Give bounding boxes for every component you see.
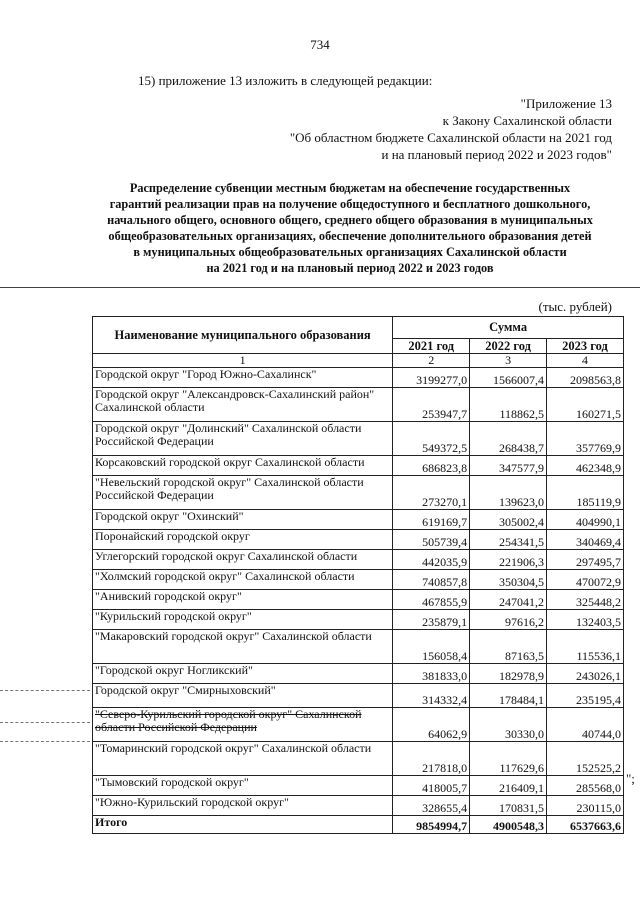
value-2022: 117629,6 (470, 742, 547, 776)
column-header-2022: 2022 год (470, 339, 547, 354)
value-2022: 305002,4 (470, 510, 547, 530)
value-2023: 235195,4 (547, 684, 624, 708)
value-2022: 1566007,4 (470, 368, 547, 388)
municipality-name: Городской округ "Охинский" (93, 510, 393, 530)
value-2022: 30330,0 (470, 708, 547, 742)
municipality-name: "Южно-Курильский городской округ" (93, 796, 393, 816)
column-header-sum: Сумма (393, 317, 624, 339)
value-2023: 404990,1 (547, 510, 624, 530)
table-row (93, 388, 624, 422)
value-2021: 442035,9 (393, 550, 470, 570)
value-2023: 325448,2 (547, 590, 624, 610)
total-2021: 9854994,7 (393, 816, 470, 834)
value-2021: 217818,0 (393, 742, 470, 776)
units-label: (тыс. рублей) (538, 299, 612, 314)
heading-line: общеобразовательных организациях, обеспечение дополнительного образования детей (108, 229, 592, 243)
heading-line: гарантий реализации прав на получение общедоступного и бесплатного дошкольного, (109, 197, 591, 211)
appendix-line: и на плановый период 2022 и 2023 годов" (381, 147, 612, 162)
value-2021: 156058,4 (393, 630, 470, 664)
municipality-name: Городской округ "Смирныховский" (93, 684, 393, 708)
value-2022: 247041,2 (470, 590, 547, 610)
value-2022: 87163,5 (470, 630, 547, 664)
value-2023: 357769,9 (547, 422, 624, 456)
column-index: 4 (547, 354, 624, 368)
total-2023: 6537663,6 (547, 816, 624, 834)
value-2021: 381833,0 (393, 664, 470, 684)
value-2022: 97616,2 (470, 610, 547, 630)
value-2022: 178484,1 (470, 684, 547, 708)
value-2023: 2098563,8 (547, 368, 624, 388)
intro-text: 15) приложение 13 изложить в следующей редакции: (138, 73, 433, 88)
municipality-name: "Городской округ Ногликский" (93, 664, 393, 684)
value-2021: 314332,4 (393, 684, 470, 708)
appendix-block (192, 95, 612, 163)
appendix-line: к Закону Сахалинской области (442, 113, 612, 128)
municipality-name: "Невельский городской округ" Сахалинской области Российской Федерации (93, 476, 393, 510)
value-2021: 686823,8 (393, 456, 470, 476)
municipality-name: "Тымовский городской округ" (93, 776, 393, 796)
document-heading (70, 180, 630, 276)
column-header-2021: 2021 год (393, 339, 470, 354)
table-row (93, 684, 624, 708)
value-2021: 418005,7 (393, 776, 470, 796)
column-header-name: Наименование муниципального образования (93, 317, 393, 354)
value-2023: 230115,0 (547, 796, 624, 816)
column-header-2023: 2023 год (547, 339, 624, 354)
value-2023: 185119,9 (547, 476, 624, 510)
appendix-line: "Приложение 13 (520, 96, 612, 111)
value-2023: 340469,4 (547, 530, 624, 550)
value-2023: 243026,1 (547, 664, 624, 684)
scan-artifact-line (0, 741, 90, 742)
municipality-name: Городской округ "Город Южно-Сахалинск" (93, 368, 393, 388)
heading-line: начального общего, основного общего, среднего общего образования в муниципальных (107, 213, 593, 227)
table-row (93, 550, 624, 570)
value-2022: 118862,5 (470, 388, 547, 422)
value-2021: 64062,9 (393, 708, 470, 742)
value-2023: 297495,7 (547, 550, 624, 570)
table-row (93, 368, 624, 388)
value-2023: 470072,9 (547, 570, 624, 590)
municipality-name: Городской округ "Александровск-Сахалинский район" Сахалинской области (93, 388, 393, 422)
heading-line: Распределение субвенции местным бюджетам на обеспечение государственных (129, 181, 571, 195)
value-2022: 350304,5 (470, 570, 547, 590)
value-2022: 268438,7 (470, 422, 547, 456)
value-2022: 216409,1 (470, 776, 547, 796)
subvention-table (92, 316, 624, 834)
table-row (93, 630, 624, 664)
municipality-name: "Курильский городской округ" (93, 610, 393, 630)
value-2023: 462348,9 (547, 456, 624, 476)
table-row (93, 530, 624, 550)
table-row (93, 456, 624, 476)
municipality-name: Городской округ "Долинский" Сахалинской области Российской Федерации (93, 422, 393, 456)
value-2021: 740857,8 (393, 570, 470, 590)
total-label: Итого (93, 816, 393, 834)
municipality-name: "Северо-Курильский городской округ" Сахалинской области Российской Федерации (93, 708, 393, 742)
value-2021: 235879,1 (393, 610, 470, 630)
table-row (93, 796, 624, 816)
value-2023: 285568,0 (547, 776, 624, 796)
table-row (93, 776, 624, 796)
value-2022: 182978,9 (470, 664, 547, 684)
value-2023: 40744,0 (547, 708, 624, 742)
value-2022: 139623,0 (470, 476, 547, 510)
appendix-line: "Об областном бюджете Сахалинской области на 2021 год (289, 130, 612, 145)
value-2021: 273270,1 (393, 476, 470, 510)
total-row (93, 816, 624, 834)
value-2021: 549372,5 (393, 422, 470, 456)
table-row (93, 664, 624, 684)
municipality-name: Поронайский городской округ (93, 530, 393, 550)
scan-artifact-line (0, 690, 90, 691)
column-index: 3 (470, 354, 547, 368)
municipality-name: "Холмский городской округ" Сахалинской области (93, 570, 393, 590)
table-row (93, 610, 624, 630)
value-2021: 3199277,0 (393, 368, 470, 388)
value-2022: 254341,5 (470, 530, 547, 550)
value-2021: 619169,7 (393, 510, 470, 530)
table-row (93, 422, 624, 456)
value-2021: 467855,9 (393, 590, 470, 610)
municipality-name: "Томаринский городской округ" Сахалинской области (93, 742, 393, 776)
scan-artifact-line (0, 722, 90, 723)
municipality-name: Корсаковский городской округ Сахалинской области (93, 456, 393, 476)
heading-line: в муниципальных общеобразовательных организациях Сахалинской области (133, 245, 567, 259)
separator-rule (0, 287, 640, 288)
table-row (93, 708, 624, 742)
value-2022: 170831,5 (470, 796, 547, 816)
column-index: 2 (393, 354, 470, 368)
table-row (93, 476, 624, 510)
value-2023: 115536,1 (547, 630, 624, 664)
municipality-name: "Анивский городской округ" (93, 590, 393, 610)
closing-quote: "; (626, 771, 635, 786)
municipality-name: "Макаровский городской округ" Сахалинской области (93, 630, 393, 664)
table-row (93, 510, 624, 530)
value-2021: 328655,4 (393, 796, 470, 816)
municipality-name: Углегорский городской округ Сахалинской области (93, 550, 393, 570)
table-row (93, 590, 624, 610)
table-row (93, 742, 624, 776)
value-2023: 160271,5 (547, 388, 624, 422)
value-2023: 152525,2 (547, 742, 624, 776)
page-number: 734 (310, 37, 330, 52)
total-2022: 4900548,3 (470, 816, 547, 834)
table-row (93, 570, 624, 590)
value-2021: 505739,4 (393, 530, 470, 550)
heading-line: на 2021 год и на плановый период 2022 и 2023 годов (206, 261, 494, 275)
column-index: 1 (93, 354, 393, 368)
value-2023: 132403,5 (547, 610, 624, 630)
value-2022: 221906,3 (470, 550, 547, 570)
value-2021: 253947,7 (393, 388, 470, 422)
value-2022: 347577,9 (470, 456, 547, 476)
